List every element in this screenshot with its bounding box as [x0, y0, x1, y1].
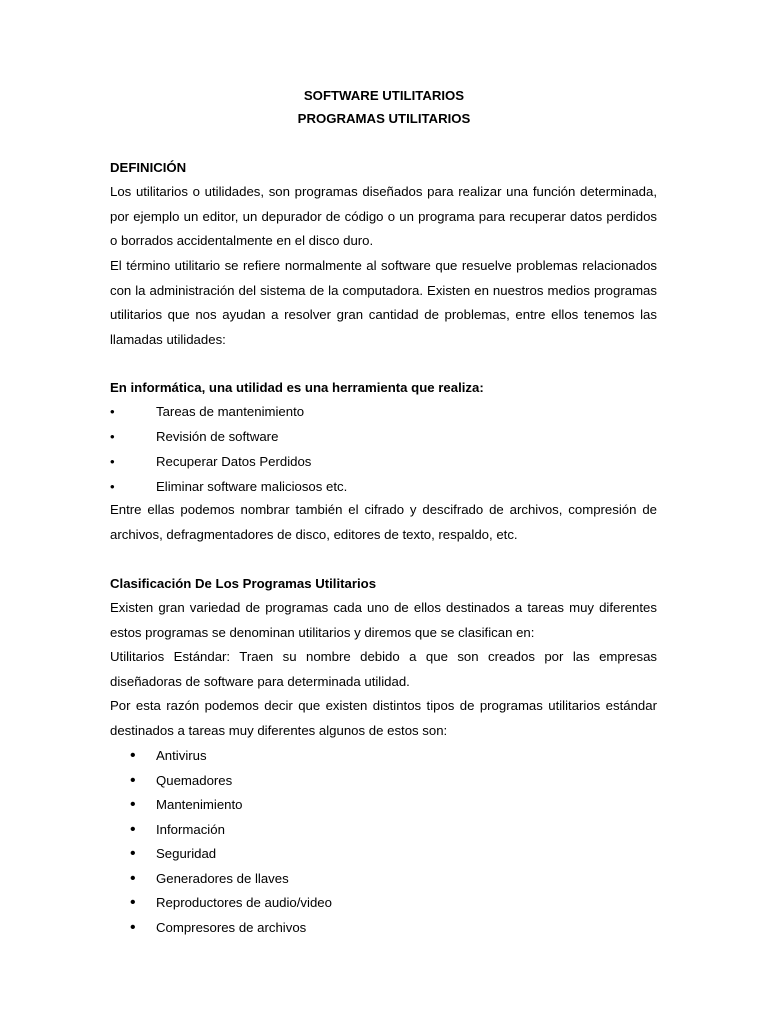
definition-heading: DEFINICIÓN [110, 160, 187, 175]
list-item [110, 744, 657, 768]
definition-paragraph-2: El término utilitario se refiere normalmente al software que resuelve problemas relacionados con la administración del sistema de la computadora. Existen en nuestros medios programas utilitarios que nos ayudan a resolver gran cantidad de problemas, entre ellos tenemos las llamadas utilidades: [110, 258, 657, 347]
bullet-icon: • [130, 894, 136, 911]
list-item-label: Seguridad [156, 846, 217, 861]
definition-paragraph-1: Los utilitarios o utilidades, son programas diseñados para realizar una función determinada, por ejemplo un editor, un depurador de código o un programa para recuperar datos perdidos o borrados accidentalmente en el disco duro. [110, 184, 657, 248]
list-item-label: Generadores de llaves [156, 871, 289, 886]
list-item-label: Eliminar software maliciosos etc. [156, 479, 348, 494]
list-item-label: Compresores de archivos [156, 920, 307, 935]
list-item [110, 769, 657, 793]
bullet-icon: • [130, 845, 136, 862]
bullet-icon: • [110, 404, 115, 419]
list-item-label: Recuperar Datos Perdidos [156, 454, 312, 469]
bullet-icon: • [110, 479, 115, 494]
list-item [110, 891, 657, 915]
document-title: SOFTWARE UTILITARIOS [303, 88, 465, 103]
list-item-label: Reproductores de audio/video [156, 895, 332, 910]
bullet-icon: • [130, 747, 136, 764]
bullet-icon: • [110, 429, 115, 444]
bullet-icon: • [130, 870, 136, 887]
document-subtitle: PROGRAMAS UTILITARIOS [297, 111, 471, 126]
bullet-icon: • [130, 796, 136, 813]
list-item-label: Quemadores [156, 773, 233, 788]
list-item [110, 818, 657, 842]
list-item [110, 867, 657, 891]
classification-heading: Clasificación De Los Programas Utilitarios [110, 576, 377, 591]
list-item-label: Tareas de mantenimiento [156, 404, 305, 419]
list-item-label: Revisión de software [156, 429, 279, 444]
list-item-label: Información [156, 822, 225, 837]
list-item [110, 916, 657, 940]
tasks-heading: En informática, una utilidad es una herramienta que realiza: [110, 380, 484, 395]
list-item [110, 793, 657, 817]
bullet-icon: • [130, 919, 136, 936]
classification-paragraph-2: Utilitarios Estándar: Traen su nombre debido a que son creados por las empresas diseñadoras de software para determinada utilidad. [110, 649, 657, 689]
bullet-icon: • [130, 821, 136, 838]
list-item [110, 425, 657, 449]
list-item-label: Antivirus [156, 748, 207, 763]
list-item-label: Mantenimiento [156, 797, 243, 812]
bullet-icon: • [130, 772, 136, 789]
bullet-icon: • [110, 454, 115, 469]
list-item [110, 842, 657, 866]
tasks-followup-paragraph: Entre ellas podemos nombrar también el cifrado y descifrado de archivos, compresión de archivos, defragmentadores de disco, editores de texto, respaldo, etc. [110, 502, 657, 542]
list-item [110, 475, 657, 499]
list-item [110, 400, 657, 424]
classification-paragraph-3: Por esta razón podemos decir que existen distintos tipos de programas utilitarios estándar destinados a tareas muy diferentes algunos de estos son: [110, 698, 657, 738]
classification-paragraph-1: Existen gran variedad de programas cada uno de ellos destinados a tareas muy diferentes estos programas se denominan utilitarios y diremos que se clasifican en: [110, 600, 657, 640]
list-item [110, 450, 657, 474]
